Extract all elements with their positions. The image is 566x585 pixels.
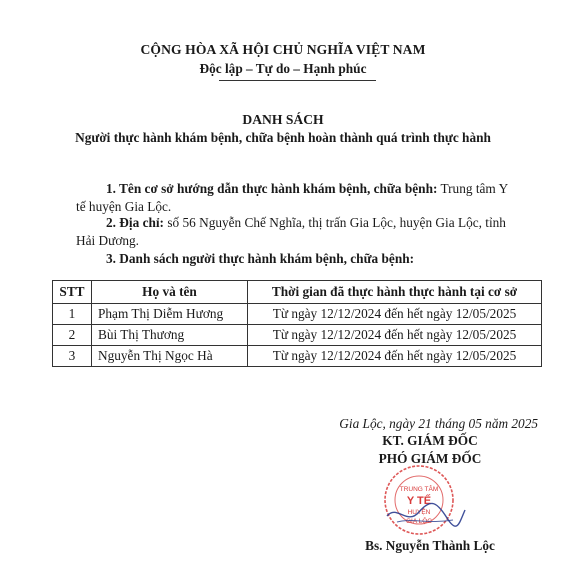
- row-time: Từ ngày 12/12/2024 đến hết ngày 12/05/2025: [248, 325, 542, 346]
- section-1-value: Trung tâm Y: [437, 181, 509, 196]
- row-time: Từ ngày 12/12/2024 đến hết ngày 12/05/2025: [248, 304, 542, 325]
- document-subtitle: Người thực hành khám bệnh, chữa bệnh hoàn thành quá trình thực hành: [75, 130, 491, 145]
- signature-role: KT. GIÁM ĐỐC: [382, 433, 478, 448]
- section-1: [106, 180, 556, 198]
- table-header-row: [53, 281, 542, 304]
- row-name: Bùi Thị Thương: [92, 325, 248, 346]
- signature-date: Gia Lộc, ngày 21 tháng 05 năm 2025: [339, 416, 538, 431]
- practitioner-table: [52, 280, 542, 367]
- motto-underline: [219, 80, 376, 81]
- section-3-label: 3. Danh sách người thực hành khám bệnh, chữa bệnh:: [106, 251, 415, 266]
- section-1-label: 1. Tên cơ sở hướng dẫn thực hành khám bệnh, chữa bệnh:: [106, 181, 438, 196]
- table-row: [53, 346, 542, 367]
- row-name: Nguyễn Thị Ngọc Hà: [92, 346, 248, 367]
- row-stt: 3: [53, 346, 92, 367]
- table-row: [53, 304, 542, 325]
- signer-name: Bs. Nguyễn Thành Lộc: [365, 538, 495, 553]
- row-stt: 1: [53, 304, 92, 325]
- row-time: Từ ngày 12/12/2024 đến hết ngày 12/05/2025: [248, 346, 542, 367]
- section-2: [106, 214, 556, 232]
- header-stt: STT: [53, 281, 92, 304]
- document-title: DANH SÁCH: [242, 112, 324, 127]
- nation-motto: Độc lập – Tự do – Hạnh phúc: [199, 61, 367, 76]
- section-2-value: số 56 Nguyễn Chế Nghĩa, thị trấn Gia Lộc, huyện Gia Lộc, tỉnh: [164, 215, 506, 230]
- section-1-continued: tế huyện Gia Lộc.: [76, 199, 172, 214]
- section-2-label: 2. Địa chỉ:: [106, 215, 164, 230]
- header-name: Họ và tên: [92, 281, 248, 304]
- stamp-text-lower: HUYỆN: [407, 509, 431, 516]
- row-stt: 2: [53, 325, 92, 346]
- nation-name: CỘNG HÒA XÃ HỘI CHỦ NGHĨA VIỆT NAM: [140, 42, 426, 57]
- section-3: [106, 250, 414, 268]
- signature-subrole: PHÓ GIÁM ĐỐC: [378, 451, 482, 466]
- stamp-text-top: TRUNG TÂM: [399, 486, 439, 493]
- section-2-continued: Hải Dương.: [76, 233, 139, 248]
- official-stamp: [367, 464, 471, 542]
- header-time: Thời gian đã thực hành thực hành tại cơ sở: [248, 281, 542, 304]
- row-name: Phạm Thị Diễm Hương: [92, 304, 248, 325]
- table-row: [53, 325, 542, 346]
- stamp-text-bottom: GIA LỘC: [405, 518, 433, 525]
- stamp-text-middle: Y TẾ: [406, 495, 432, 507]
